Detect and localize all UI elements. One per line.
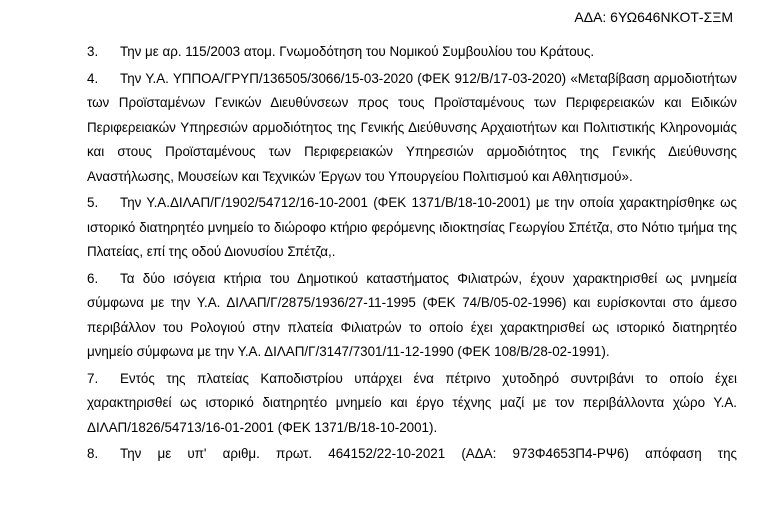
item-text: Την με υπ' αριθμ. πρωτ. 464152/22-10-2021 (ΑΔΑ: 973Φ4653Π4-ΡΨ6) απόφαση της xyxy=(120,446,737,461)
item-text: Εντός της πλατείας Καποδιστρίου υπάρχει ένα πέτρινο χυτοδηρό συντριβάνι το οποίο έχει χαρακτηρισθεί ως ιστορικό διατηρητέο μνημείο και έργο τέχνης μαζί με τον περιβάλλοντα χώρο Υ.Α. ΔΙΛΑΠ/1826/54713/16-01-2001 (ΦΕΚ 1371/Β/18-10-2001). xyxy=(87,370,737,435)
item-text: Την Υ.Α. ΥΠΠΟΑ/ΓΡΥΠ/136505/3066/15-03-2020 (ΦΕΚ 912/Β/17-03-2020) «Μεταβίβαση αρμοδιοτήτων των Προϊσταμένων Γενικών Διευθύνσεων προς τους Προϊσταμένους των Περιφερειακών και Ειδικών Περιφερειακών Υπηρεσιών αρμοδιότητος της Γενικής Διεύθυνσης Αρχαιοτήτων και Πολιτιστικής Κληρονομιάς και στους Προϊσταμένους των Περιφερειακών Υπηρεσιών αρμοδιότητος της Γενικής Διεύθυνσης Αναστήλωσης, Μουσείων και Τεχνικών Έργων του Υπουργείου Πολιτισμού και Αθλητισμού». xyxy=(87,70,737,184)
list-item xyxy=(87,67,737,190)
item-text: Τα δύο ισόγεια κτήρια του Δημοτικού καταστήματος Φιλιατρών, έχουν χαρακτηρισθεί ως μνημεία σύμφωνα με την Υ.Α. ΔΙΛΑΠ/Γ/2875/1936/27-11-1995 (ΦΕΚ 74/Β/05-02-1996) και ευρίσκονται στο άμεσο περιβάλλον του Ρολογιού στην πλατεία Φιλιατρών το οποίο έχει χαρακτηρισθεί ως ιστορικό διατηρητέο μνημείο σύμφωνα με την Υ.Α. ΔΙΛΑΠ/Γ/3147/7301/11-12-1990 (ΦΕΚ 108/Β/28-02-1991). xyxy=(87,270,737,359)
list-item xyxy=(87,442,737,467)
item-number: 7. xyxy=(87,370,99,386)
ada-code: ΑΔΑ: 6ΥΩ646ΝΚΟΤ-ΣΞΜ xyxy=(574,9,733,25)
document-body xyxy=(87,40,737,469)
item-number: 8. xyxy=(87,446,99,461)
list-item xyxy=(87,40,737,65)
item-number: 3. xyxy=(87,44,99,59)
list-item xyxy=(87,191,737,265)
item-number: 6. xyxy=(87,270,99,286)
item-number: 4. xyxy=(87,70,99,86)
item-number: 5. xyxy=(87,195,99,210)
item-text: Την με αρ. 115/2003 ατομ. Γνωμοδότηση του Νομικού Συμβουλίου του Κράτους. xyxy=(120,44,595,59)
list-item xyxy=(87,267,737,365)
item-text: Την Υ.Α.ΔΙΛΑΠ/Γ/1902/54712/16-10-2001 (ΦΕΚ 1371/Β/18-10-2001) με την οποία χαρακτηρίσθηκε ως ιστορικό διατηρητέο μνημείο το διώροφο κτήριο φερόμενης ιδιοκτησίας Γεωργίου Σπέτζα, στο Νότιο τμήμα της Πλατείας, επί της οδού Διονυσίου Σπέτζα,. xyxy=(87,195,737,259)
list-item xyxy=(87,367,737,441)
